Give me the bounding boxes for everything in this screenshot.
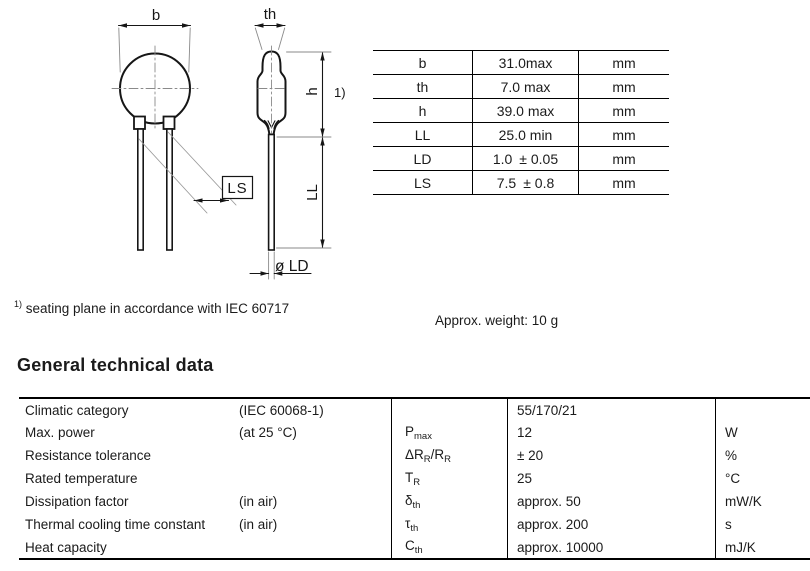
symbol-cell [392,444,508,467]
value-cell: ± 20 [508,444,716,467]
table-row [373,99,669,123]
property-cell: Rated temperature [25,471,138,486]
property-cell: Thermal cooling time constant [25,517,206,532]
symbol-sub: R [444,453,452,465]
value-cell: approx. 50 [508,490,716,513]
dim-unit-cell: mm [579,51,670,75]
unit-cell: W [725,425,738,440]
dim-unit-cell: mm [579,147,670,171]
symbol-sub: R [413,476,421,488]
condition-cell: (IEC 60068-1) [239,398,392,421]
technical-data-table [19,397,810,560]
arrowhead-icon [277,23,286,28]
condition-cell [239,444,392,467]
dim-name-cell: LS [373,171,473,195]
weight-note: Approx. weight: 10 g [435,313,559,328]
arrowhead-icon [320,240,324,249]
dim-value-cell: 1.0 ± 0.05 [473,147,579,171]
symbol-sub: max [414,430,432,442]
arrowhead-icon [320,129,324,138]
dim-label-b: b [151,7,161,24]
property-cell: Max. power [25,425,95,440]
table-row [19,444,810,467]
arrowhead-icon [261,271,269,275]
arrowhead-icon [320,137,324,146]
symbol-cell [392,490,508,513]
dim-name-cell: b [373,51,473,75]
dim-unit-cell: mm [579,123,670,147]
dim-label-h: h [304,87,321,96]
footnote [14,299,289,316]
dim-value-cell: 7.0 max [473,75,579,99]
symbol-cell [392,467,508,490]
symbol-sub: th [410,522,419,534]
table-row [373,147,669,171]
table-row [373,123,669,147]
arrowhead-icon [320,52,324,61]
symbol-cell [392,513,508,536]
footnote-ref-marker: 1) [334,85,346,100]
component-drawing [0,0,360,300]
symbol-text: C [405,538,415,553]
table-row [19,513,810,536]
property-cell: Heat capacity [19,536,239,559]
arrowhead-icon [255,23,264,28]
symbol-sub: th [414,545,423,556]
table-row [373,51,669,75]
value-cell: 12 [508,421,716,444]
symbol-text: /R [430,446,445,462]
property-cell: Resistance tolerance [25,448,152,463]
dim-value-cell: 25.0 min [473,123,579,147]
value-cell: approx. 10000 [508,536,716,559]
table-row [19,421,810,444]
symbol-text: ΔR [405,446,424,462]
unit-cell [716,398,810,421]
dim-label-ll: LL [304,184,321,201]
dim-label-ls: LS [227,180,248,197]
symbol-cell [392,536,508,559]
dim-value-cell: 39.0 max [473,99,579,123]
dim-name-cell: th [373,75,473,99]
dim-label-ld: ø LD [275,258,309,275]
unit-cell: °C [725,471,741,486]
symbol-text: δ [405,492,413,508]
section-title: General technical data [17,355,214,375]
table-row [373,171,669,195]
dim-name-cell: h [373,99,473,123]
symbol-text: τ [405,515,411,531]
value-cell: 25 [508,467,716,490]
arrowhead-icon [182,23,191,28]
dim-name-cell: LL [373,123,473,147]
dimensions-table [373,50,669,195]
condition-cell [239,467,392,490]
condition-cell [239,536,392,559]
arrowhead-icon [194,198,203,202]
dim-name-cell: LD [373,147,473,171]
side-view [250,6,346,279]
symbol-sub: th [412,499,421,511]
symbol-cell [392,398,508,421]
table-row [373,75,669,99]
table-row [19,490,810,513]
unit-cell: s [725,517,732,532]
dim-value-cell: 31.0max [473,51,579,75]
value-cell: 55/170/21 [508,398,716,421]
table-row [19,398,810,421]
unit-cell: mW/K [725,494,762,509]
condition-cell: (in air) [239,490,392,513]
condition-cell: (in air) [239,513,392,536]
dim-value-cell: 7.5 ± 0.8 [473,171,579,195]
dim-unit-cell: mm [579,75,670,99]
dim-label-th: th [263,6,277,23]
footnote-ref: 1) [14,299,23,309]
value-cell: approx. 200 [508,513,716,536]
symbol-sub: R [423,453,431,465]
property-cell: Dissipation factor [25,494,129,509]
footnote-text: seating plane in accordance with IEC 60717 [22,301,290,316]
property-cell: Climatic category [19,398,239,421]
arrowhead-icon [119,23,128,28]
table-row [19,536,810,559]
table-row [19,467,810,490]
dim-unit-cell: mm [579,99,670,123]
symbol-cell [392,421,508,444]
dim-unit-cell: mm [579,171,670,195]
unit-cell: % [725,448,738,463]
front-view [112,7,253,250]
symbol-text: P [405,423,415,439]
unit-cell: mJ/K [716,536,810,559]
condition-cell: (at 25 °C) [239,421,392,444]
symbol-text: T [405,469,414,485]
